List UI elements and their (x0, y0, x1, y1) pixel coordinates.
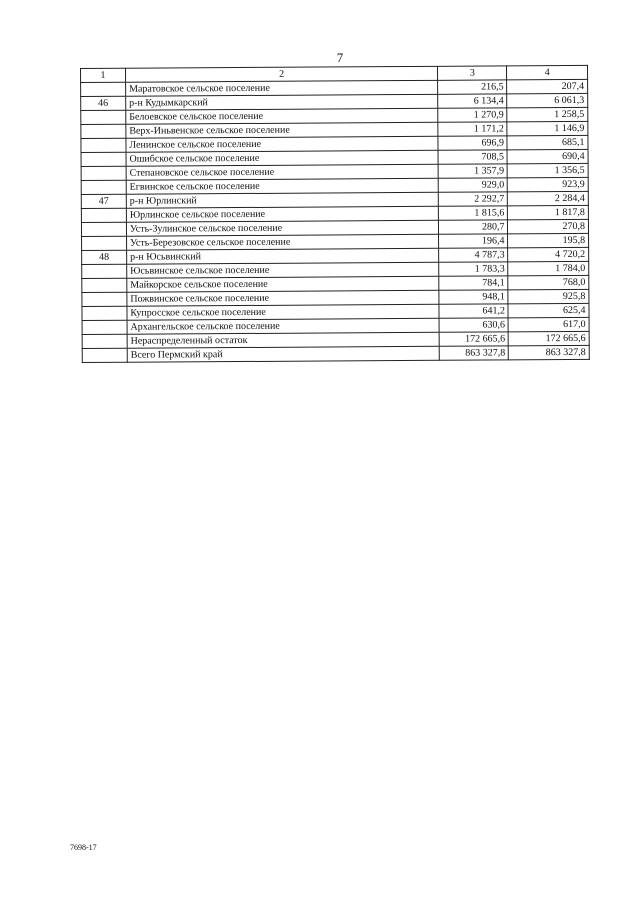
row-value-col3: 641,2 (439, 304, 508, 318)
row-number-cell (82, 348, 127, 362)
row-value-col3: 196,4 (439, 234, 508, 248)
row-value-col4: 207,4 (507, 79, 588, 93)
row-name-cell: р-н Юсьвинский (127, 248, 439, 264)
row-number-cell (81, 110, 126, 124)
row-value-col4: 195,8 (508, 233, 589, 247)
row-value-col4: 4 720,2 (508, 247, 589, 261)
row-value-col4: 617,0 (509, 317, 590, 331)
row-name-cell: Юсьвинское сельское поселение (127, 262, 439, 278)
budget-table (80, 65, 590, 363)
row-value-col4: 768,0 (508, 275, 589, 289)
row-number-cell (81, 82, 126, 96)
row-value-col4: 863 327,8 (509, 345, 590, 359)
row-number-cell (82, 334, 127, 348)
row-value-col3: 708,5 (438, 150, 507, 164)
row-name-cell: Егвинское сельское поселение (126, 178, 438, 194)
row-value-col3: 863 327,8 (439, 346, 508, 360)
row-value-col3: 948,1 (439, 290, 508, 304)
row-name-cell: Нераспределенный остаток (127, 332, 439, 348)
row-value-col3: 784,1 (439, 276, 508, 290)
row-value-col4: 625,4 (508, 303, 589, 317)
row-value-col4: 690,4 (507, 149, 588, 163)
row-value-col4: 1 817,8 (508, 205, 589, 219)
row-value-col4: 925,8 (508, 289, 589, 303)
row-number-cell (81, 152, 126, 166)
row-name-cell: Усть-Березовское сельское поселение (126, 234, 438, 250)
table-body (81, 65, 590, 362)
row-value-col3: 6 134,4 (438, 94, 507, 108)
row-value-col3: 2 292,7 (438, 192, 507, 206)
row-name-cell: Пожвинское сельское поселение (127, 290, 439, 306)
row-value-col4: 1 258,5 (507, 107, 588, 121)
row-value-col4: 923,9 (508, 177, 589, 191)
row-value-col3: 696,9 (438, 136, 507, 150)
row-number-cell (81, 180, 126, 194)
header-col-3: 3 (438, 66, 507, 80)
row-name-cell: Усть-Зулинское сельское поселение (126, 220, 438, 236)
document-code: 7698-17 (70, 843, 97, 852)
row-number-cell (82, 236, 127, 250)
row-value-col4: 1 784,0 (508, 261, 589, 275)
row-name-cell: Юрлинское сельское поселение (126, 206, 438, 222)
header-col-1: 1 (81, 68, 126, 82)
row-value-col4: 1 356,5 (508, 163, 589, 177)
row-value-col3: 1 815,6 (438, 206, 507, 220)
header-col-2: 2 (125, 66, 437, 82)
row-number-cell: 46 (81, 96, 126, 110)
row-name-cell: р-н Кудымкарский (126, 94, 438, 110)
row-value-col4: 2 284,4 (508, 191, 589, 205)
row-name-cell: Белоевское сельское поселение (126, 108, 438, 124)
row-value-col4: 6 061,3 (507, 93, 588, 107)
row-name-cell: Архангельское сельское поселение (127, 318, 439, 334)
header-col-4: 4 (507, 65, 588, 79)
row-number-cell: 48 (82, 250, 127, 264)
row-number-cell (82, 320, 127, 334)
row-number-cell (81, 124, 126, 138)
row-number-cell (82, 306, 127, 320)
row-value-col3: 280,7 (439, 220, 508, 234)
row-number-cell (81, 222, 126, 236)
row-value-col3: 1 357,9 (438, 164, 507, 178)
row-number-cell (82, 278, 127, 292)
row-value-col3: 1 270,9 (438, 108, 507, 122)
row-name-cell: Купросское сельское поселение (127, 304, 439, 320)
row-value-col3: 172 665,6 (439, 332, 508, 346)
row-name-cell: р-н Юрлинский (126, 192, 438, 208)
row-name-cell: Майкорское сельское поселение (127, 276, 439, 292)
row-number-cell (82, 264, 127, 278)
row-value-col4: 685,1 (507, 135, 588, 149)
row-name-cell: Всего Пермский край (127, 346, 439, 362)
row-name-cell: Ленинское сельское поселение (126, 136, 438, 152)
row-value-col3: 216,5 (438, 80, 507, 94)
row-number-cell: 47 (81, 194, 126, 208)
row-number-cell (82, 292, 127, 306)
row-value-col4: 172 665,6 (509, 331, 590, 345)
row-name-cell: Степановское сельское поселение (126, 164, 438, 180)
row-number-cell (81, 166, 126, 180)
row-number-cell (81, 138, 126, 152)
page-number: 7 (336, 50, 344, 65)
row-value-col4: 1 146,9 (507, 121, 588, 135)
row-name-cell: Верх-Иньвенское сельское поселение (126, 122, 438, 138)
row-value-col4: 270,8 (508, 219, 589, 233)
row-name-cell: Маратовское сельское поселение (126, 80, 438, 96)
row-value-col3: 1 783,3 (439, 262, 508, 276)
row-value-col3: 4 787,3 (439, 248, 508, 262)
row-value-col3: 1 171,2 (438, 122, 507, 136)
row-name-cell: Ошибское сельское поселение (126, 150, 438, 166)
row-value-col3: 929,0 (438, 178, 507, 192)
table-row (82, 345, 589, 362)
row-number-cell (81, 208, 126, 222)
row-value-col3: 630,6 (439, 318, 508, 332)
